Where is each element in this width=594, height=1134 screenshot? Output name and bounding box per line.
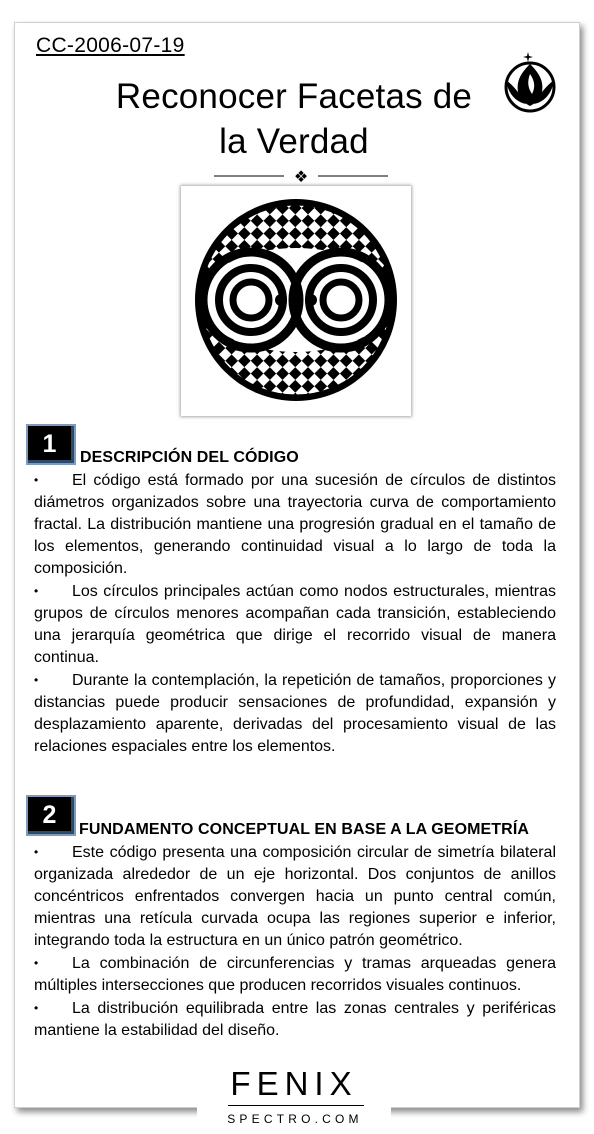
paragraph: • Este código presenta una composición circular de simetría bilateral organizada alrededor de un eje horizontal. Dos conjuntos de anillos concéntricos enfrentados convergen hacia un punto central común, mientras una retícula curvada ocupa las regiones superior e inferior, integrando toda la estructura en un único patrón geométrico. xyxy=(34,841,556,952)
bullet-icon: • xyxy=(34,673,39,687)
section-body xyxy=(34,841,556,1042)
divider-ornament xyxy=(214,166,388,186)
brand-subtitle: SPECTRO.COM xyxy=(227,1112,363,1126)
bullet-icon: • xyxy=(34,1001,39,1015)
bullet-icon: • xyxy=(34,584,39,598)
section-title: DESCRIPCIÓN DEL CÓDIGO xyxy=(80,449,299,466)
circular-optical-pattern xyxy=(181,186,411,416)
phoenix-logo-icon xyxy=(498,50,562,116)
main-figure-frame xyxy=(181,186,411,416)
bullet-icon: • xyxy=(34,956,39,970)
paragraph: • La combinación de circunferencias y tramas arqueadas genera múltiples intersecciones que producen recorridos visuales continuos. xyxy=(34,952,556,997)
brand-divider xyxy=(228,1105,364,1106)
section-title: FUNDAMENTO CONCEPTUAL EN BASE A LA GEOMETRÍA xyxy=(79,821,530,838)
paragraph: • Los círculos principales actúan como nodos estructurales, mientras grupos de círculos menores acompañan cada transición, estableciendo una jerarquía geométrica que dirige el recorrido visual de manera continua. xyxy=(34,580,556,669)
section-body xyxy=(34,469,556,758)
paragraph: • La distribución equilibrada entre las zonas centrales y periféricas mantiene la estabilidad del diseño. xyxy=(34,997,556,1042)
paragraph: • Durante la contemplación, la repetición de tamaños, proporciones y distancias puede producir sensaciones de profundidad, expansión y desplazamiento aparente, derivadas del procesamiento visual de las relaciones espaciales entre los elementos. xyxy=(34,669,556,758)
brand-name: FENIX xyxy=(230,1065,358,1102)
bullet-icon: • xyxy=(34,473,39,487)
code-id: CC-2006-07-19 xyxy=(36,34,185,57)
bullet-icon: • xyxy=(34,845,39,859)
section-number-badge: 2 xyxy=(28,797,74,834)
paragraph: • El código está formado por una sucesión de círculos de distintos diámetros organizados sobre una trayectoria curva de comportamiento fractal. La distribución mantiene una progresión gradual en el tamaño de los elementos, generando continuidad visual a lo largo de toda la composición. xyxy=(34,469,556,580)
document-title: Reconocer Facetas de la Verdad xyxy=(115,77,473,161)
ornament-glyph: ❖ xyxy=(293,167,309,186)
section-number-badge: 1 xyxy=(28,426,74,463)
